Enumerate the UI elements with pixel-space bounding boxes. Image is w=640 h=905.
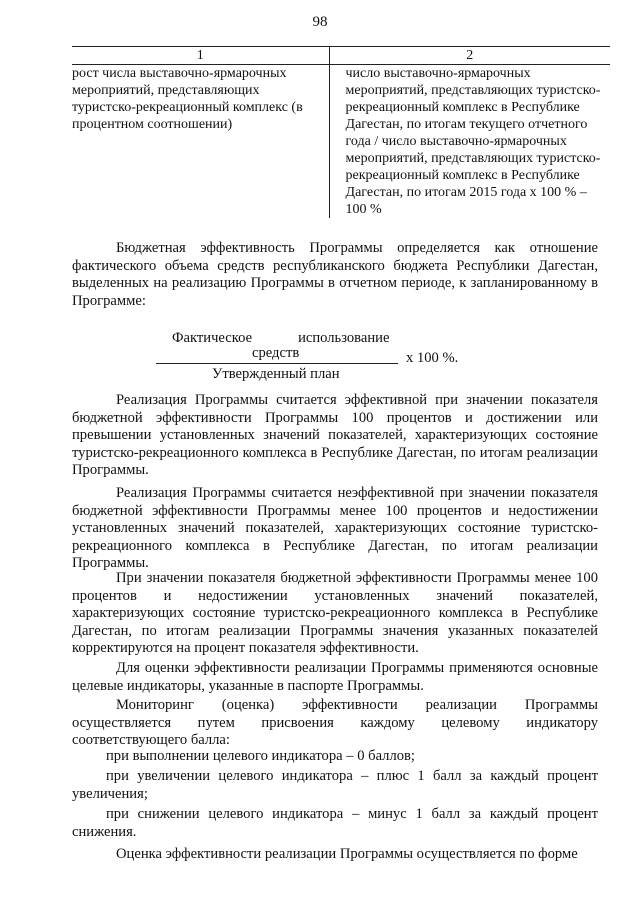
- table-header-col-2: 2: [466, 48, 474, 63]
- paragraph-correction: При значении показателя бюджетной эффективности Программы менее 100 процентов и недостижении установленных значений показателей, характеризующих состояние туристско-рекреационного комплекса в Республике Дагестан, по итогам реализации Программы значения указанных показателей корректируются на процент показателя эффективности.: [72, 570, 598, 656]
- table-header-col-1: 1: [72, 47, 330, 64]
- table-header-row: [72, 47, 610, 65]
- paragraph-ineffective: Реализация Программы считается неэффективной при значении показателя бюджетной эффективности Программы менее 100 процентов и недостижении установленных значений показателей, характеризующих состояние туристско-рекреационного комплекса в Республике Дагестан, по итогам реализации Программы.: [72, 485, 598, 571]
- formula-multiplier: х 100 %.: [406, 350, 459, 366]
- formula-denominator: Утвержденный план: [212, 366, 340, 382]
- formula-fraction-bar: [156, 363, 398, 364]
- indicator-table: [72, 46, 610, 218]
- formula-numerator-word-1: Фактическое: [172, 330, 253, 346]
- paragraph-monitoring: Мониторинг (оценка) эффективности реализации Программы осуществляется путем присвоения каждому целевому индикатору соответствующего балла:: [72, 697, 598, 748]
- table-cell-indicator-formula: число выставочно-ярмарочных мероприятий, представляющих туристско-рекреационный комплекс в Республике Дагестан, по итогам текущего отчетного года / число выставочно-ярмарочных мероприятий, представляющих туристско-рекреационный комплекс в Республике Дагестан, по итогам 2015 года х 100 % – 100 %: [345, 66, 601, 217]
- table-row: [72, 65, 610, 218]
- formula-numerator-word-2: использование: [298, 330, 390, 346]
- intro-paragraph: Бюджетная эффективность Программы определяется как отношение фактического объема средств республиканского бюджета Республики Дагестан, выделенных на реализацию Программы в отчетном периоде, к запланированному в Программе:: [72, 240, 598, 309]
- table-cell-indicator-name: рост числа выставочно-ярмарочных мероприятий, представляющих туристско-рекреационный комплекс (в процентном соотношении): [72, 65, 330, 218]
- paragraph-effective: Реализация Программы считается эффективной при значении показателя бюджетной эффективности Программы 100 процентов и достижении или превышении установленных значений показателей, характеризующих состояние туристско-рекреационного комплекса в Республике Дагестан, по итогам реализации Программы.: [72, 392, 598, 478]
- paragraph-indicators: Для оценки эффективности реализации Программы применяются основные целевые индикаторы, указанные в паспорте Программы.: [72, 660, 598, 694]
- list-item: при выполнении целевого индикатора – 0 баллов;: [106, 748, 415, 764]
- formula-numerator-word-3: средств: [252, 345, 300, 361]
- page-number: 98: [312, 14, 328, 30]
- efficiency-formula: [156, 330, 466, 384]
- final-paragraph: Оценка эффективности реализации Программы осуществляется по форме: [116, 846, 578, 862]
- list-item: при увеличении целевого индикатора – плюс 1 балл за каждый процент увеличения;: [72, 768, 598, 802]
- list-item: при снижении целевого индикатора – минус 1 балл за каждый процент снижения.: [72, 806, 598, 840]
